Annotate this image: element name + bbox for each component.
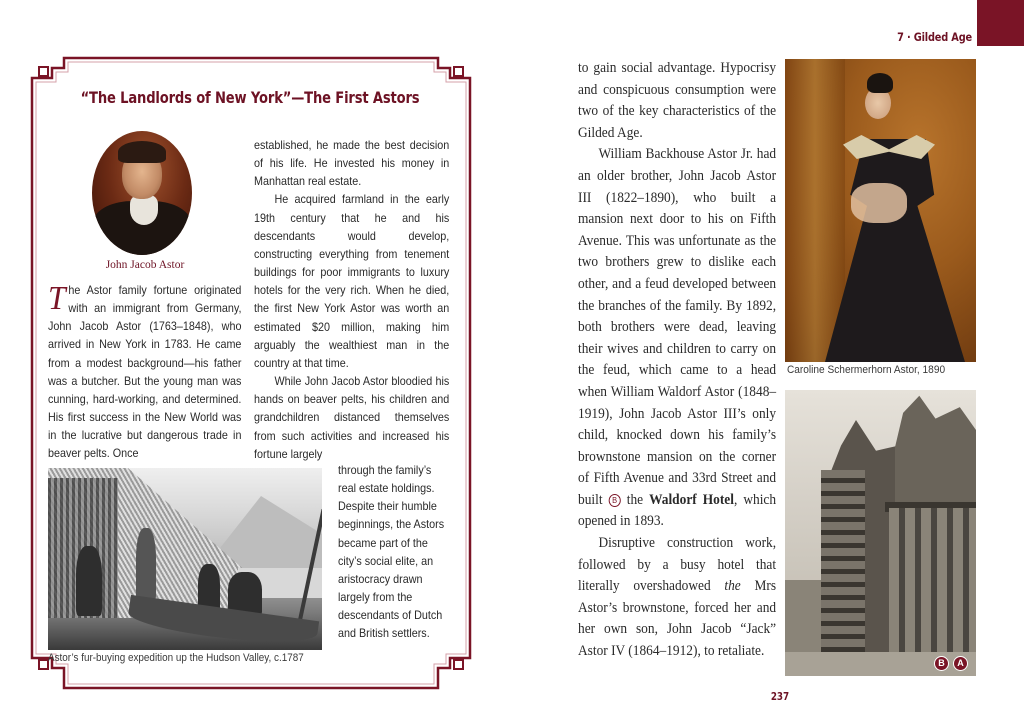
map-marker-b: B — [934, 656, 949, 671]
body-paragraph: to gain social advantage. Hypocrisy and conspicuous consumption were two of the key characteristics of the Gilded Age. — [578, 60, 777, 141]
sidebar-column-continuation — [338, 462, 448, 644]
main-text-column — [578, 58, 776, 663]
drop-cap: T — [48, 280, 66, 317]
sidebar-column-right — [254, 137, 449, 464]
painting-caption: Caroline Schermerhorn Astor, 1890 — [787, 364, 946, 376]
map-marker-b-inline: B — [609, 494, 621, 507]
map-marker-a: A — [953, 656, 968, 671]
frame-corner-knot — [454, 67, 463, 76]
chapter-color-tab — [977, 0, 1024, 46]
frame-corner-knot — [39, 660, 48, 669]
portrait-john-jacob-astor — [92, 131, 192, 255]
sidebar-paragraph: He acquired farmland in the early 19th century that he and his descendants would develop, constructing everything from tenement buildings for poor immigrants to luxury hotels for the very rich. When he died, the first New York Astor was worth an estimated $20 million, making him arguably the wealthiest man in the country at that time. — [254, 193, 450, 370]
engraving-caption: Astor’s fur-buying expedition up the Hudson Valley, c.1787 — [48, 652, 304, 664]
sidebar-paragraph: established, he made the best decision of his life. He invested his money in Manhattan real estate. — [254, 139, 450, 189]
chapter-title: 7 · Gilded Age — [897, 30, 972, 44]
photo-waldorf-hotel — [785, 390, 976, 676]
waldorf-hotel-highlight: Waldorf Hotel — [649, 491, 734, 508]
body-paragraph: Disruptive construction work, followed by a busy hotel that literally overshadowed the Mrs Astor’s brownstone, forced her and her own son, John Jacob “Jack” Astor IV (1864–1912), to retaliate. — [578, 535, 777, 660]
sidebar-column-left — [48, 282, 241, 464]
painting-caroline-astor — [785, 59, 976, 362]
sidebar-title: “The Landlords of New York”—The First Astors — [80, 88, 420, 107]
sidebar-paragraph: through the family’s real estate holdings. Despite their humble beginnings, the Astors became part of the city’s social elite, an aristocracy drawn largely from the descendants of Dutch and British settlers. — [338, 464, 445, 641]
frame-corner-knot — [454, 660, 463, 669]
body-paragraph: William Backhouse Astor Jr. had an older brother, John Jacob Astor III (1822–1890), who built a mansion next door to his on Fifth Avenue. This was unfortunate as the two brothers grew to dislike each other, and a feud developed between the branches of the family. By 1892, both brothers were dead, leaving their wives and children to carry on the feud, which came to a head when William Waldorf Astor (1848–1919), John Jacob Astor III’s only child, knocked down his family’s brownstone mansion on the corner of Fifth Avenue and 33rd Street and built B the Waldorf Hotel, which opened in 1893. — [578, 146, 777, 530]
portrait-caption: John Jacob Astor — [105, 259, 185, 271]
sidebar-paragraph: he Astor family fortune originated with an immigrant from Germany, John Jacob Astor (1763–1848), who arrived in New York in 1783. He came from a modest background—his father was a butcher. But the young man was cunning, hard-working, and determined. His first success in the New World was in the lucrative but dangerous trade in beaver pelts. Once — [48, 284, 242, 461]
frame-corner-knot — [39, 67, 48, 76]
page-number: 237 — [770, 690, 790, 703]
engraving-fur-expedition — [48, 468, 322, 650]
sidebar-paragraph: While John Jacob Astor bloodied his hands on beaver pelts, his children and grandchildren distanced themselves from such activities and increased his fortune largely — [254, 375, 450, 461]
